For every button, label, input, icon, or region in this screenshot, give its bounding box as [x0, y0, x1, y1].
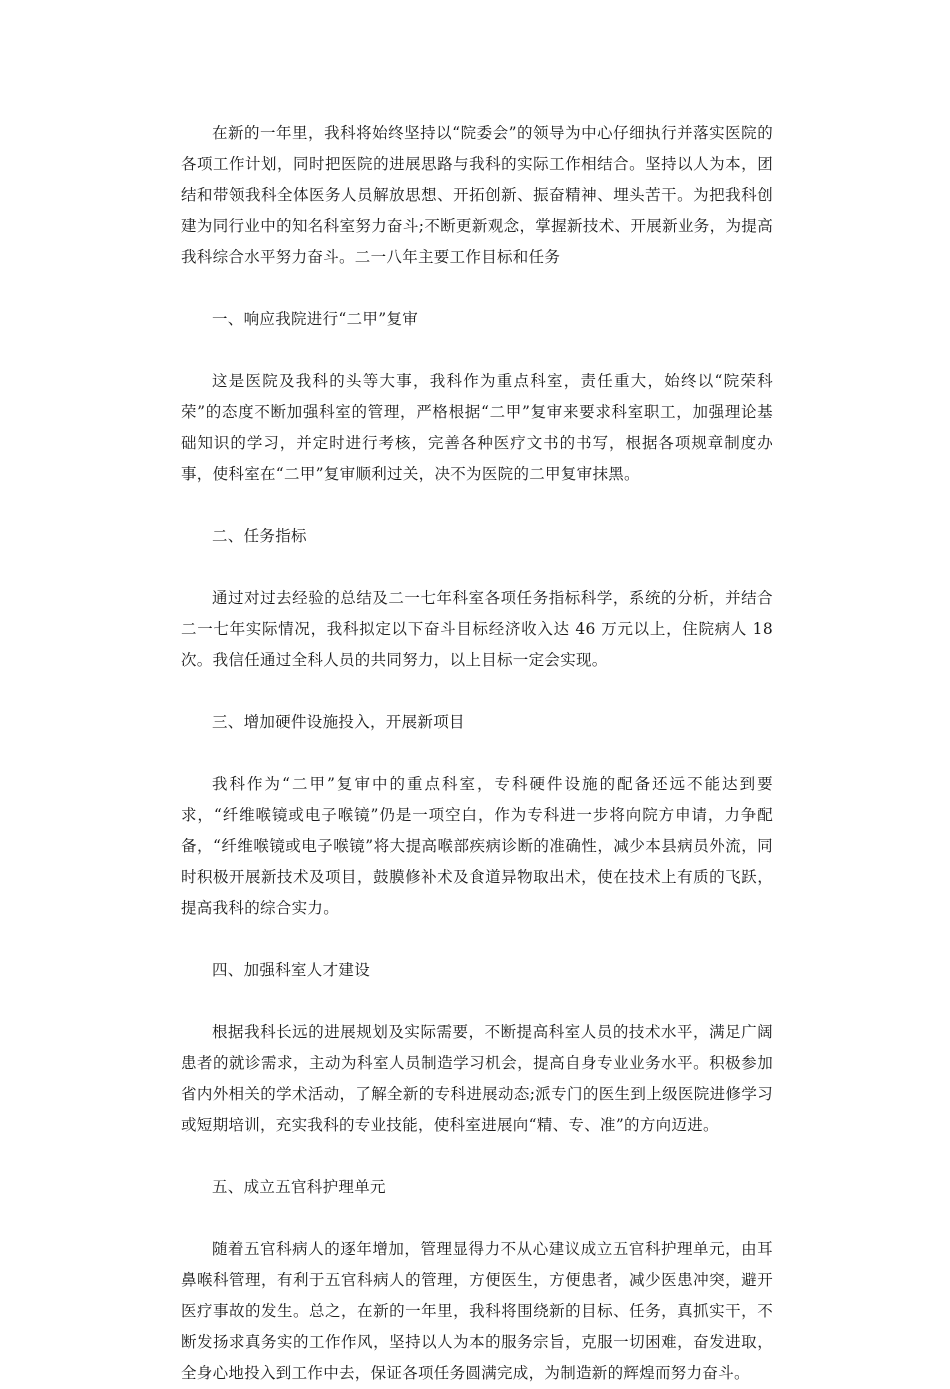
- intro-paragraph: 在新的一年里，我科将始终坚持以“院委会”的领导为中心仔细执行并落实医院的各项工作计划，同时把医院的进展思路与我科的实际工作相结合。坚持以人为本，团结和带领我科全体医务人员解放思想、开拓创新、振奋精神、埋头苦干。为把我科创建为同行业中的知名科室努力奋斗;不断更新观念，掌握新技术、开展新业务，为提高我科综合水平努力奋斗。二一八年主要工作目标和任务: [181, 124, 773, 266]
- section-heading-2: 二、任务指标: [212, 527, 307, 545]
- section-heading-4: 四、加强科室人才建设: [212, 961, 371, 979]
- document-body: [181, 118, 773, 1389]
- section-body-5: 随着五官科病人的逐年增加，管理显得力不从心建议成立五官科护理单元，由耳鼻喉科管理，有利于五官科病人的管理，方便医生，方便患者，减少医患冲突，避开医疗事故的发生。总之，在新的一年里，我科将围绕新的目标、任务，真抓实干，不断发扬求真务实的工作作风，坚持以人为本的服务宗旨，克服一切困难，奋发进取，全身心地投入到工作中去，保证各项任务圆满完成，为制造新的辉煌而努力奋斗。: [181, 1240, 773, 1382]
- section-heading-5: 五、成立五官科护理单元: [212, 1178, 386, 1196]
- section-body-1: 这是医院及我科的头等大事，我科作为重点科室，责任重大，始终以“院荣科荣”的态度不断加强科室的管理，严格根据“二甲”复审来要求科室职工，加强理论基础知识的学习，并定时进行考核，完善各种医疗文书的书写，根据各项规章制度办事，使科室在“二甲”复审顺利过关，决不为医院的二甲复审抹黑。: [181, 372, 773, 483]
- section-heading-1: 一、响应我院进行“二甲”复审: [212, 310, 419, 328]
- section-body-4: 根据我科长远的进展规划及实际需要，不断提高科室人员的技术水平，满足广阔患者的就诊需求，主动为科室人员制造学习机会，提高自身专业业务水平。积极参加省内外相关的学术活动，了解全新的专科进展动态;派专门的医生到上级医院进修学习或短期培训，充实我科的专业技能，使科室进展向“精、专、准”的方向迈进。: [181, 1023, 773, 1134]
- section-body-2: 通过对过去经验的总结及二一七年科室各项任务指标科学，系统的分析，并结合二一七年实际情况，我科拟定以下奋斗目标经济收入达 46 万元以上，住院病人 18 次。我信任通过全科人员的共同努力，以上目标一定会实现。: [181, 589, 773, 669]
- section-body-3: 我科作为“二甲”复审中的重点科室，专科硬件设施的配备还远不能达到要求，“纤维喉镜或电子喉镜”仍是一项空白，作为专科进一步将向院方申请，力争配备，“纤维喉镜或电子喉镜”将大提高喉部疾病诊断的准确性，减少本县病员外流，同时积极开展新技术及项目，鼓膜修补术及食道异物取出术，使在技术上有质的飞跃，提高我科的综合实力。: [181, 775, 773, 917]
- section-heading-3: 三、增加硬件设施投入，开展新项目: [212, 713, 465, 731]
